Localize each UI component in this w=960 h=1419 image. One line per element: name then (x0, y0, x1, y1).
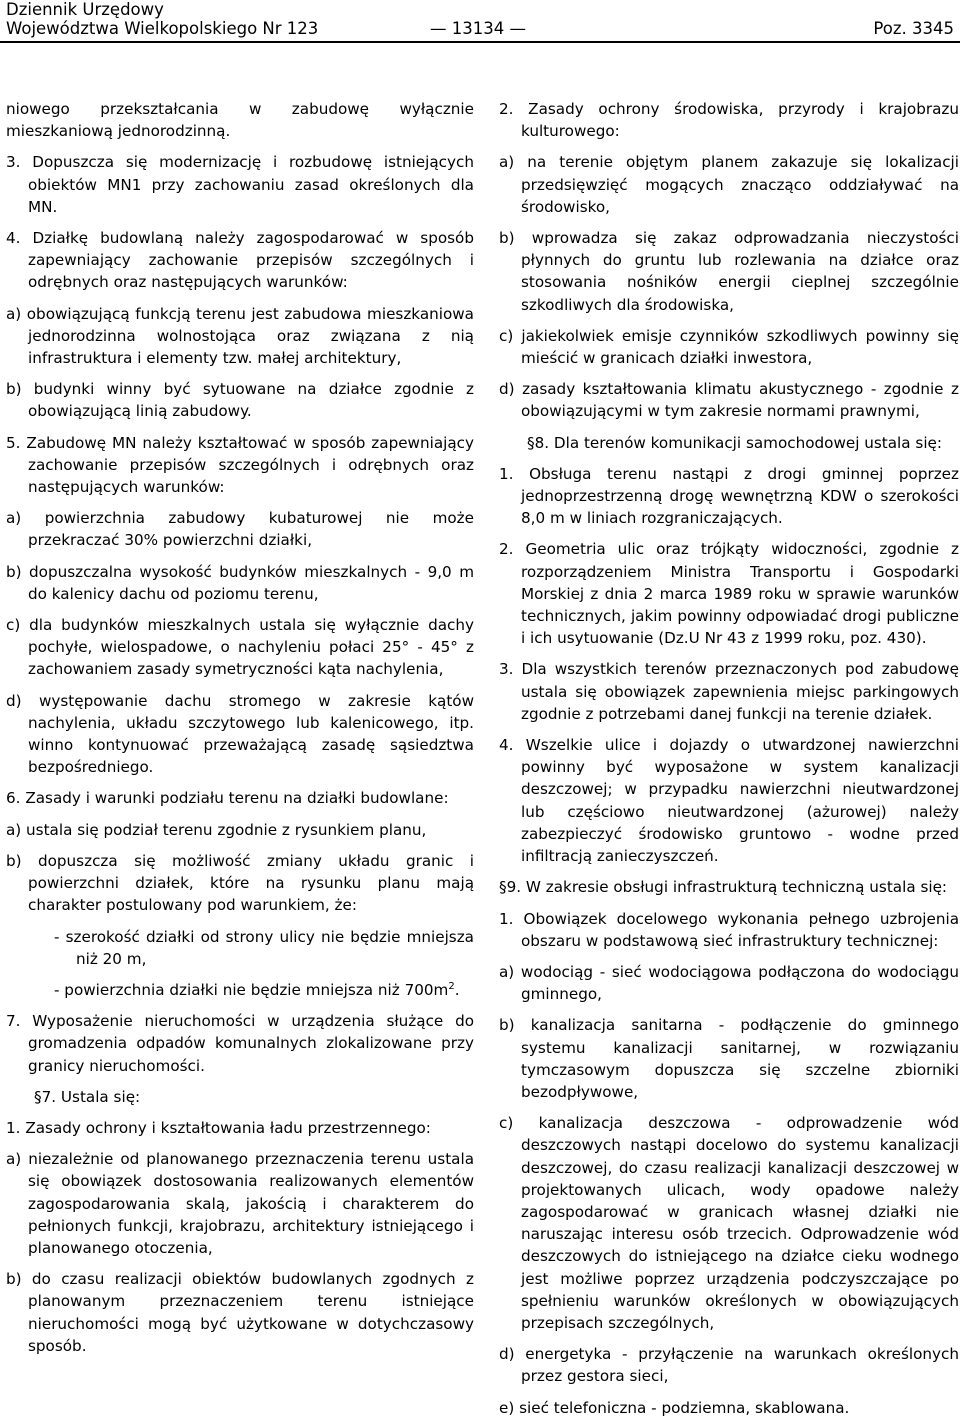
section-8-point-2: 2. Geometria ulic oraz trójkąty widoczności, zgodnie z rozporządzeniem Ministra Transportu i Gospodarki Morskiej z dnia 2 marca 1989 roku w sprawie warunków technicznych, jakim powinny odpowiadać drogi publiczne i ich usytuowanie (Dz.U Nr 43 z 1999 roku, poz. 430). (499, 540, 959, 648)
page-header (0, 0, 960, 44)
point-4: 4. Działkę budowlaną należy zagospodarować w sposób zapewniający zachowanie przepisów szczególnych i odrębnych oraz następujących warunków: (6, 229, 474, 292)
section-7-point-2: 2. Zasady ochrony środowiska, przyrody i krajobrazu kulturowego: (499, 100, 959, 141)
section-8-point-1: 1. Obsługa terenu nastąpi z drogi gminnej poprzez jednoprzestrzenną drogę wewnętrzną KDW o szerokości 8,0 m w liniach rozgraniczających. (499, 464, 959, 528)
journal-subtitle: Województwa Wielkopolskiego Nr 123 (6, 19, 319, 38)
section-7-point-1b: b) do czasu realizacji obiektów budowlanych zgodnych z planowanym przeznaczeniem terenu istniejące nieruchomości mogą być użytkowane w dotychczasowy sposób. (6, 1270, 474, 1355)
point-6b-dash-2-end: . (454, 980, 460, 999)
point-6b: b) dopuszcza się możliwość zmiany układu granic i powierzchni działek, które na rysunku planu mają charakter postulowany pod warunkiem, że: (6, 851, 474, 915)
point-6b-dash-2 (6, 979, 474, 1001)
journal-title: Dziennik Urzędowy (6, 0, 164, 19)
section-9-point-1: 1. Obowiązek docelowego wykonania pełnego uzbrojenia obszaru w podstawową sieć infrastruktury technicznej: (499, 909, 959, 950)
point-4b: b) budynki winny być sytuowane na działce zgodnie z obowiązującą linią zabudowy. (6, 380, 474, 421)
point-5b: b) dopuszczalna wysokość budynków mieszkalnych - 9,0 m do kalenicy dachu od poziomu terenu, (6, 562, 474, 603)
page-number: — 13134 — (430, 19, 526, 38)
section-9-point-1c: c) kanalizacja deszczowa - odprowadzenie wód deszczowych nastąpi docelowo do systemu kanalizacji deszczowej, do czasu realizacji kanalizacji deszczowej w projektowanych ulicach, wody opadowe należy zagospodarować w granicach własnej działki nie naruszając interesu osób trzecich. Odprowadzenie wód deszczowych do istniejącego na działce cieku wodnego jest możliwe poprzez urządzenia podczyszczające po spełnieniu warunków określonych w obowiązujących przepisach szczególnych, (499, 1114, 959, 1332)
section-9-point-1e: e) sieć telefoniczna - podziemna, skablowana. (499, 1398, 850, 1417)
section-7-point-2d: d) zasady kształtowania klimatu akustycznego - zgodnie z obowiązującymi w tym zakresie normami prawnymi, (499, 380, 959, 421)
section-9-heading: §9. W zakresie obsługi infrastrukturą techniczną ustala się: (499, 878, 948, 897)
section-8-point-3: 3. Dla wszystkich terenów przeznaczonych pod zabudowę ustala się obowiązek zapewnienia miejsc parkingowych zgodnie z potrzebami danej funkcji na terenie działek. (499, 660, 959, 723)
section-7-point-2c: c) jakiekolwiek emisje czynników szkodliwych powinny się mieścić w granicach działki inwestora, (499, 326, 959, 368)
right-column (499, 98, 959, 1419)
superscript: 2 (448, 980, 455, 992)
left-column (6, 98, 474, 1357)
point-5d: d) występowanie dachu stromego w zakresie kątów nachylenia, układu szczytowego lub kalenicowego, itp. winno kontynuować przeważającą zasadę sąsiedztwa bezpośredniego. (6, 691, 474, 777)
section-9-point-1b: b) kanalizacja sanitarna - podłączenie do gminnego systemu kanalizacji sanitarnej, w rozwiązaniu tymczasowym dopuszcza się szczelne zbiorniki bezodpływowe, (499, 1016, 959, 1101)
section-9-point-1a: a) wodociąg - sieć wodociągowa podłączona do wodociągu gminnego, (499, 962, 959, 1004)
section-7-point-1a: a) niezależnie od planowanego przeznaczenia terenu ustala się obowiązek dostosowania realizowanych elementów zagospodarowania skalą, jakością i charakterem do pełnionych funkcji, krajobrazu, architektury istniejącego i planowanego otoczenia, (6, 1150, 474, 1257)
section-8-point-4: 4. Wszelkie ulice i dojazdy o utwardzonej nawierzchni powinny być wyposażone w system kanalizacji deszczowej; w przypadku nawierzchni nieutwardzonej lub częściowo nieutwardzonej (ażurowej) należy zabezpieczyć środowisko gruntowo - wodne przed infiltracją zanieczyszczeń. (499, 736, 959, 866)
point-4a: a) obowiązującą funkcją terenu jest zabudowa mieszkaniowa jednorodzinna wolnostojąca oraz związana z nią infrastruktura i elementy tzw. małej architektury, (6, 304, 474, 368)
point-6a: a) ustala się podział terenu zgodnie z rysunkiem planu, (6, 820, 427, 839)
header-rule (0, 41, 960, 43)
point-7: 7. Wyposażenie nieruchomości w urządzenia służące do gromadzenia odpadów komunalnych zlokalizowane przy granicy nieruchomości. (6, 1012, 474, 1075)
position-number: Poz. 3345 (873, 19, 954, 38)
paragraph-continuation: niowego przekształcania w zabudowę wyłącznie mieszkaniową jednorodzinną. (6, 100, 474, 141)
point-5c: c) dla budynków mieszkalnych ustala się wyłącznie dachy pochyłe, wielospadowe, o nachyleniu połaci 25° - 45° z zachowaniem zasady symetryczności kąta nachylenia, (6, 616, 474, 679)
point-3: 3. Dopuszcza się modernizację i rozbudowę istniejących obiektów MN1 przy zachowaniu zasad określonych dla MN. (6, 153, 474, 216)
section-8-heading: §8. Dla terenów komunikacji samochodowej ustala się: (527, 433, 943, 452)
section-7-point-2b: b) wprowadza się zakaz odprowadzania nieczystości płynnych do gruntu lub rozlewania na działce oraz stosowania nośników energii cieplnej szczególnie szkodliwych dla środowiska, (499, 229, 959, 314)
point-6: 6. Zasady i warunki podziału terenu na działki budowlane: (6, 789, 449, 808)
point-5: 5. Zabudowę MN należy kształtować w sposób zapewniający zachowanie przepisów szczególnych i odrębnych oraz następujących warunków: (6, 433, 474, 497)
point-6b-dash-1: - szerokość działki od strony ulicy nie będzie mniejsza niż 20 m, (54, 927, 474, 968)
point-6b-dash-2-text: - powierzchnia działki nie będzie mniejsza niż 700m (54, 980, 449, 999)
section-7-point-2a: a) na terenie objętym planem zakazuje się lokalizacji przedsięwzięć mogących znacząco oddziaływać na środowisko, (499, 153, 959, 216)
section-7-heading: §7. Ustala się: (34, 1087, 141, 1106)
section-7-point-1: 1. Zasady ochrony i kształtowania ładu przestrzennego: (6, 1118, 431, 1137)
point-5a: a) powierzchnia zabudowy kubaturowej nie może przekraczać 30% powierzchni działki, (6, 509, 474, 550)
section-9-point-1d: d) energetyka - przyłączenie na warunkach określonych przez gestora sieci, (499, 1345, 959, 1386)
